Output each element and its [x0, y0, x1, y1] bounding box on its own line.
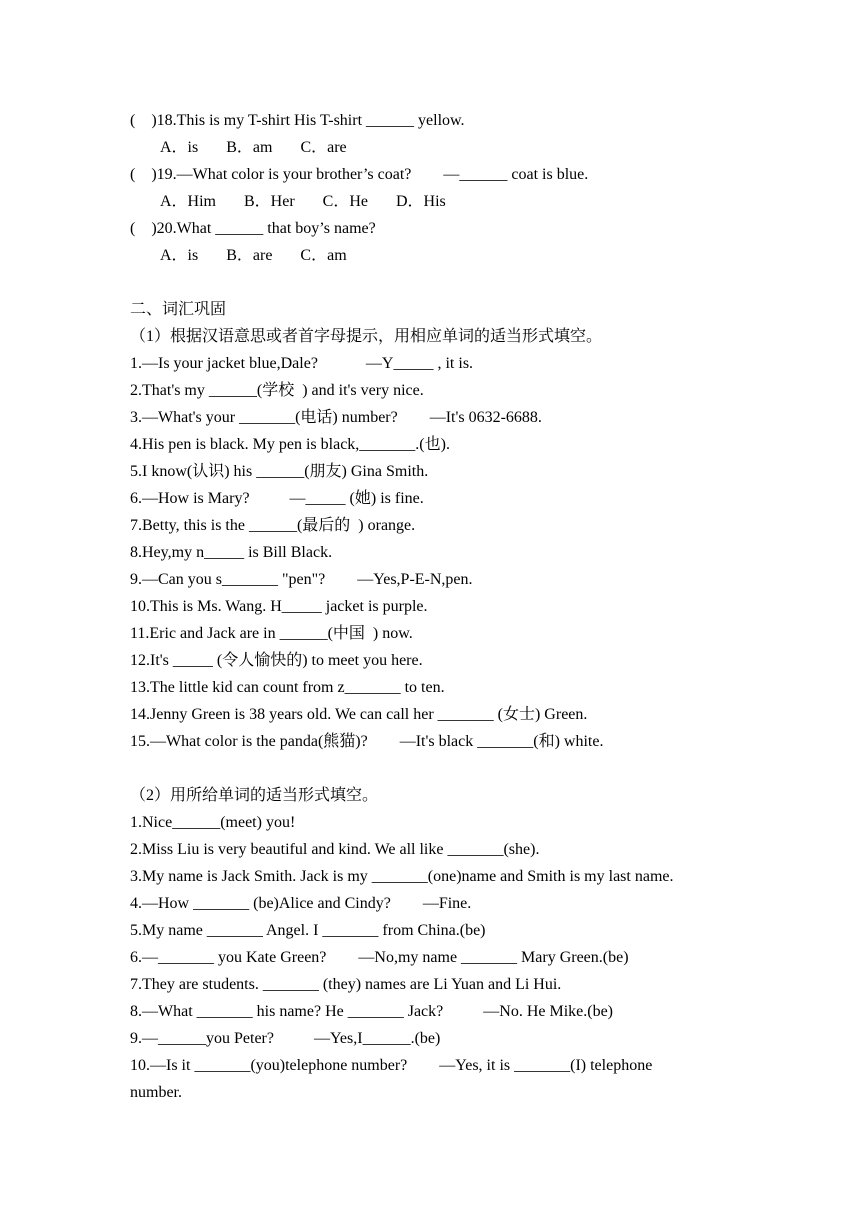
part1-item: 2.That's my ______(学校 ) and it's very nice. [130, 382, 424, 399]
part1-item: 7.Betty, this is the ______(最后的 ) orange. [130, 517, 416, 534]
question-20-options: A．is B．are C．am [160, 247, 347, 264]
part2-item: 3.My name is Jack Smith. Jack is my _______(one)name and Smith is my last name. [130, 868, 674, 885]
part2-item: 9.—______you Peter? —Yes,I______.(be) [130, 1030, 441, 1047]
part2-item: 10.—Is it _______(you)telephone number? —Yes, it is _______(I) telephone [130, 1057, 653, 1074]
part2-title: （2）用所给单词的适当形式填空。 [130, 787, 379, 804]
part2-item: 4.—How _______ (be)Alice and Cindy? —Fine. [130, 895, 472, 912]
part1-item: 6.—How is Mary? —_____ (她) is fine. [130, 490, 424, 507]
part1-item: 4.His pen is black. My pen is black,_______.(也). [130, 436, 450, 453]
part2-item: 8.—What _______ his name? He _______ Jack? —No. He Mike.(be) [130, 1003, 613, 1020]
spacer [130, 269, 750, 296]
section-title: 二、词汇巩固 [130, 301, 227, 318]
part2-item: 2.Miss Liu is very beautiful and kind. We all like _______(she). [130, 841, 540, 858]
part1-item: 12.It's _____ (令人愉快的) to meet you here. [130, 652, 423, 669]
part1-item: 14.Jenny Green is 38 years old. We can call her _______ (女士) Green. [130, 706, 588, 723]
spacer [130, 755, 750, 782]
question-19-options: A．Him B．Her C．He D．His [160, 193, 446, 210]
part2-item: number. [130, 1084, 182, 1101]
question-18-options: A．is B．am C．are [160, 139, 347, 156]
part2-item: 5.My name _______ Angel. I _______ from China.(be) [130, 922, 486, 939]
part1-item: 5.I know(认识) his ______(朋友) Gina Smith. [130, 463, 429, 480]
part1-item: 9.—Can you s_______ "pen"? —Yes,P-E-N,pen. [130, 571, 473, 588]
part2-item: 6.—_______ you Kate Green? —No,my name _______ Mary Green.(be) [130, 949, 629, 966]
question-20: ( )20.What ______ that boy’s name? [130, 220, 376, 237]
part1-item: 11.Eric and Jack are in ______(中国 ) now. [130, 625, 413, 642]
part1-item: 1.—Is your jacket blue,Dale? —Y_____ , it is. [130, 355, 474, 372]
part1-item: 13.The little kid can count from z_______ to ten. [130, 679, 445, 696]
worksheet-content [130, 107, 750, 1106]
part2-item: 1.Nice______(meet) you! [130, 814, 296, 831]
part1-item: 15.—What color is the panda(熊猫)? —It's black _______(和) white. [130, 733, 604, 750]
part1-item: 8.Hey,my n_____ is Bill Black. [130, 544, 333, 561]
part1-item: 10.This is Ms. Wang. H_____ jacket is purple. [130, 598, 428, 615]
part1-item: 3.—What's your _______(电话) number? —It's 0632-6688. [130, 409, 542, 426]
part1-title: （1）根据汉语意思或者首字母提示，用相应单词的适当形式填空。 [130, 328, 603, 345]
question-18: ( )18.This is my T-shirt His T-shirt ______ yellow. [130, 112, 465, 129]
question-19: ( )19.—What color is your brother’s coat? —______ coat is blue. [130, 166, 589, 183]
part2-item: 7.They are students. _______ (they) names are Li Yuan and Li Hui. [130, 976, 562, 993]
